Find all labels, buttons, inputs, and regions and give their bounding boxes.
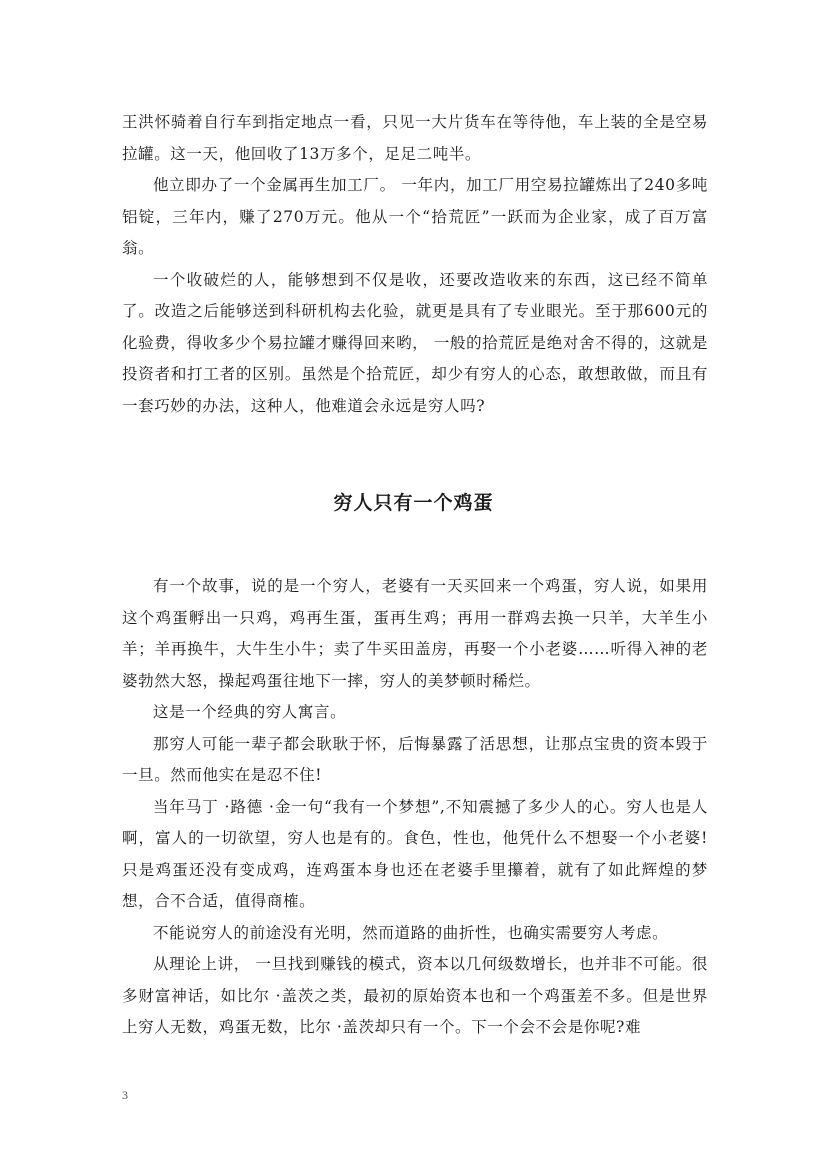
page-number: 3	[122, 1088, 128, 1102]
paragraph: 这是一个经典的穷人寓言。	[153, 703, 347, 721]
paragraph: 当年马丁 ·路德 ·金一句“我有一个梦想”,不知震撼了多少人的心。穷人也是人啊，富人的一切欲望，穷人也是有的。食色，性也，他凭什么不想娶一个小老婆!只是鸡蛋还没有变成鸡，连鸡蛋本身也还在老婆手里攥着，就有了如此辉煌的梦想，合不合适，值得商榷。	[122, 797, 708, 910]
section-1-body	[122, 107, 708, 422]
paragraph: 那穷人可能一辈子都会耿耿于怀，后悔暴露了活思想，让那点宝贵的资本毁于一旦。然而他实在是忍不住!	[122, 734, 708, 784]
paragraph: 不能说穷人的前途没有光明，然而道路的曲折性，也确实需要穷人考虑。	[153, 923, 669, 942]
paragraph: 从理论上讲， 一旦找到赚钱的模式，资本以几何级数增长，也并非不可能。很多财富神话，如比尔 ·盖茨之类，最初的原始资本也和一个鸡蛋差不多。但是世界上穷人无数，鸡蛋无数，比尔 ·盖茨却只有一个。下一个会不会是你呢?难	[122, 955, 708, 1036]
section-title: 穷人只有一个鸡蛋	[333, 492, 494, 514]
paragraph: 他立即办了一个金属再生加工厂。 一年内，加工厂用空易拉罐炼出了240多吨铝锭，三年内，赚了270万元。他从一个“拾荒匠”一跃而为企业家，成了百万富翁。	[122, 176, 708, 257]
paragraph: 有一个故事，说的是一个穷人，老婆有一天买回来一个鸡蛋，穷人说，如果用这个鸡蛋孵出一只鸡，鸡再生蛋，蛋再生鸡；再用一群鸡去换一只羊，大羊生小羊；羊再换牛，大牛生小牛；卖了牛买田盖房，再娶一个小老婆……听得入神的老婆勃然大怒，操起鸡蛋往地下一摔，穷人的美梦顿时稀烂。	[122, 577, 708, 690]
paragraph: 王洪怀骑着自行车到指定地点一看，只见一大片货车在等待他，车上装的全是空易拉罐。这一天，他回收了13万多个，足足二吨半。	[122, 113, 708, 163]
paragraph: 一个收破烂的人，能够想到不仅是收，还要改造收来的东西，这已经不简单了。改造之后能够送到科研机构去化验，就更是具有了专业眼光。至于那600元的化验费，得收多少个易拉罐才赚得回来哟， 一般的拾荒匠是绝对舍不得的，这就是投资者和打工者的区别。虽然是个拾荒匠，却少有穷人的心态，敢想敢做，而且有一套巧妙的办法，这种人，他难道会永远是穷人吗?	[122, 270, 708, 415]
section-2-body	[122, 571, 708, 1044]
